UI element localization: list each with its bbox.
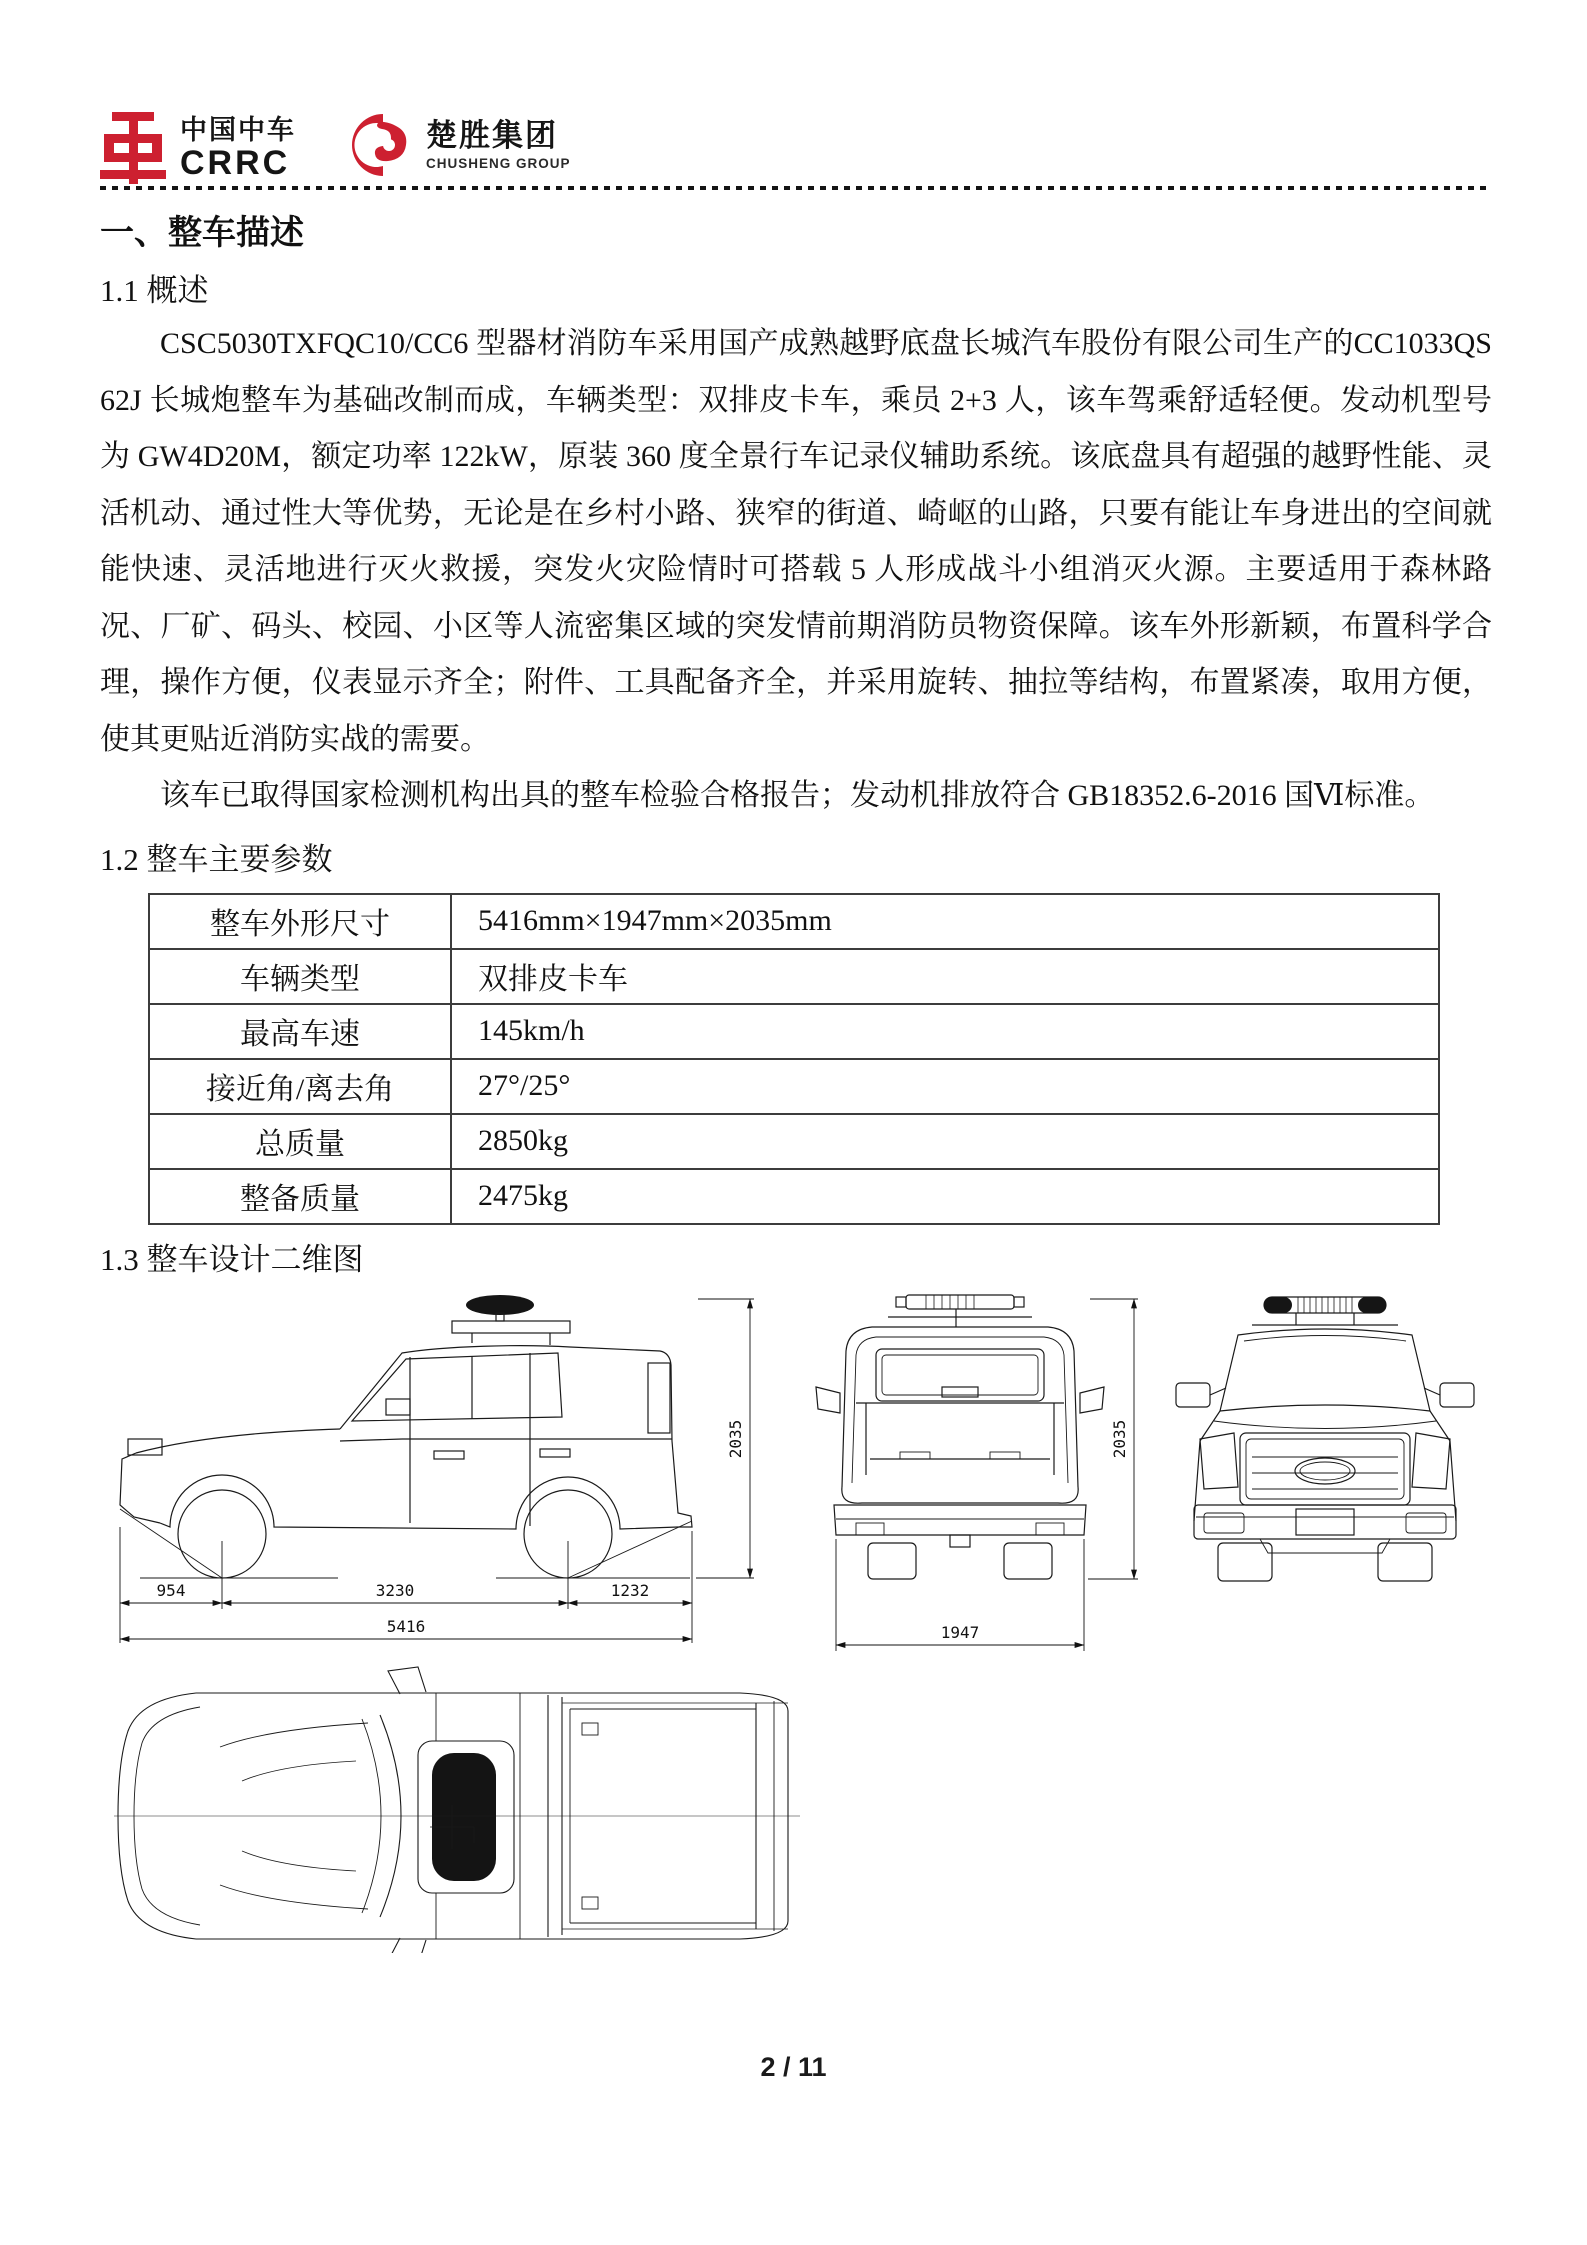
- page-content: [100, 0, 1492, 1953]
- top-view-drawing: [114, 1667, 800, 1953]
- dim-height-rear: 2035: [1110, 1419, 1129, 1458]
- front-view-drawing: [1176, 1297, 1474, 1581]
- dim-rear-overhang: 1232: [610, 1580, 650, 1600]
- vehicle-2d-drawing: [100, 1291, 1490, 1953]
- spec-value: 5416mm×1947mm×2035mm: [451, 894, 1439, 949]
- spec-value: 双排皮卡车: [451, 949, 1439, 1004]
- subsection-1-3-title: 1.3 整车设计二维图: [100, 1241, 364, 1277]
- vehicle-drawings: [100, 1291, 1492, 1953]
- dim-height-side: 2035: [726, 1419, 745, 1458]
- overview-paragraph-1: CSC5030TXFQC10/CC6 型器材消防车采用国产成熟越野底盘长城汽车股份有限公司生产的CC1033QS62J 长城炮整车为基础改制而成，车辆类型：双排皮卡车，乘员 2+3 人，该车驾乘舒适轻便。发动机型号为 GW4D20M，额定功率 122kW，原装 360 度全景行车记录仪辅助系统。该底盘具有超强的越野性能、灵活机动、通过性大等优势，无论是在乡村小路、狭窄的街道、崎岖的山路，只要有能让车身进出的空间就能快速、灵活地进行灭火救援，突发火灾险情时可搭载 5 人形成战斗小组消灭火源。主要适用于森林路况、厂矿、码头、校园、小区等人流密集区域的突发情前期消防员物资保障。该车外形新颖，布置科学合理，操作方便，仪表显示齐全；附件、工具配备齐全，并采用旋转、抽拉等结构，布置紧凑，取用方便，使其更贴近消防实战的需要。: [100, 327, 1492, 756]
- table-row: [149, 894, 1439, 949]
- spec-label: 总质量: [149, 1114, 451, 1169]
- subsection-1-1-title: 1.1 概述: [100, 273, 209, 308]
- page-number: 2 / 11: [760, 2052, 827, 2082]
- subsection-1-2-title: 1.2 整车主要参数: [100, 841, 333, 877]
- crrc-logo-icon: [100, 112, 166, 184]
- table-row: [149, 1114, 1439, 1169]
- spec-value: 2475kg: [451, 1169, 1439, 1224]
- dim-front-overhang: 954: [156, 1580, 186, 1600]
- side-view-drawing: [120, 1295, 692, 1578]
- chusheng-en-label: CHUSHENG GROUP: [426, 155, 571, 171]
- overview-paragraph-2: 该车已取得国家检测机构出具的整车检验合格报告；发动机排放符合 GB18352.6-2016 国Ⅵ标准。: [160, 779, 1435, 812]
- header-logo-row: [100, 112, 1492, 186]
- spec-label: 整备质量: [149, 1169, 451, 1224]
- chusheng-logo: [352, 112, 571, 178]
- table-row: [149, 1004, 1439, 1059]
- spec-table: [148, 893, 1440, 1225]
- spec-value: 145km/h: [451, 1004, 1439, 1059]
- spec-value: 27°/25°: [451, 1059, 1439, 1114]
- dim-overall-length: 5416: [386, 1616, 426, 1636]
- crrc-cn-label: 中国中车: [180, 114, 296, 145]
- rear-view-drawing: [816, 1295, 1104, 1579]
- spec-label: 车辆类型: [149, 949, 451, 1004]
- header-divider: [100, 186, 1492, 190]
- section-heading: 一、整车描述: [100, 215, 304, 252]
- dim-wheelbase: 3230: [375, 1580, 415, 1600]
- side-height-dimension: [696, 1299, 754, 1578]
- table-row: [149, 1059, 1439, 1114]
- chusheng-logo-text: [426, 117, 571, 171]
- table-row: [149, 949, 1439, 1004]
- spec-label: 整车外形尺寸: [149, 894, 451, 949]
- table-row: [149, 1169, 1439, 1224]
- spec-value: 2850kg: [451, 1114, 1439, 1169]
- crrc-en-label: CRRC: [180, 143, 291, 182]
- chusheng-cn-label: 楚胜集团: [426, 117, 558, 153]
- crrc-logo: [100, 112, 296, 184]
- dim-overall-width: 1947: [940, 1622, 980, 1642]
- spec-label: 接近角/离去角: [149, 1059, 451, 1114]
- chusheng-logo-icon: [352, 112, 414, 178]
- spec-label: 最高车速: [149, 1004, 451, 1059]
- crrc-logo-text: [180, 114, 296, 182]
